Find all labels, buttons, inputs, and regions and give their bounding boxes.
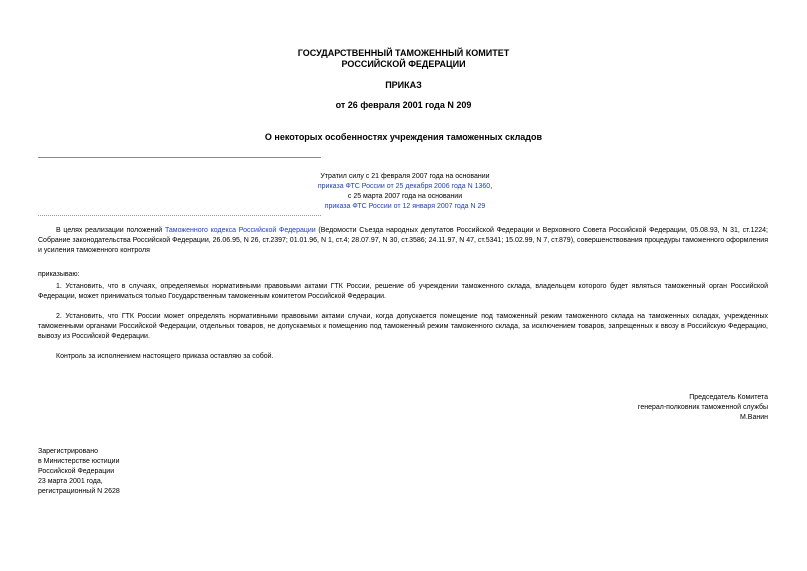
separator-top xyxy=(38,157,321,158)
signer-name: М.Ванин xyxy=(740,414,768,421)
signer-position: Председатель Комитета xyxy=(689,394,768,401)
notice-comma: , xyxy=(490,183,493,190)
order-item-1: 1. Установить, что в случаях, определяемых нормативными правовыми актами ГТК России, решение об учреждении таможенного склада, владельцем которого будет являться таможенный орган Российской Федерации, может приниматься только Государственным таможенным комитетом Российской Федерации. xyxy=(38,283,768,300)
repeal-link-2[interactable]: приказа ФТС России от 12 января 2007 года N 29 xyxy=(324,203,486,210)
committee-line-2: РОССИЙСКОЙ ФЕДЕРАЦИИ xyxy=(341,59,466,69)
registration-block xyxy=(38,447,238,497)
registration-line-4: 23 марта 2001 года, xyxy=(38,478,103,485)
committee-line-1: ГОСУДАРСТВЕННЫЙ ТАМОЖЕННЫЙ КОМИТЕТ xyxy=(297,48,510,58)
intro-suffix: (Ведомости Съезда народных депутатов Российской Федерации и Верховного Совета Российской Федерации, 05.08.93, N 31, ст.1224; Собрание законодательства Российской Федерации, 26.06.95, N 26, ст.2397; 01.01.96, N 1, ст.4; 28.07.97, N 30, ст.3586; 24.11.97, N 47, ст.5341; 15.02.99, N 7, ст.879), совершенствования процедуры таможенного оформления и усиления таможенного контроля xyxy=(38,227,769,254)
registration-line-5: регистрационный N 2628 xyxy=(38,488,120,495)
intro-paragraph xyxy=(38,226,768,256)
repeal-link-1[interactable]: приказа ФТС России от 25 декабря 2006 года N 1360 xyxy=(317,183,491,190)
order-item-2: 2. Установить, что ГТК России может определять нормативными правовыми актами случаи, когда допускается помещение под таможенный режим таможенного склада на таможенных складах, учрежденных таможенными органами Российской Федерации, отдельных товаров, не допускаемых к помещению под таможенный режим таможенного склада, за исключением товаров, запрещенных к ввозу в Российскую Федерацию, вывозу из Российской Федерации. xyxy=(38,313,768,340)
control-clause: Контроль за исполнением настоящего приказа оставляю за собой. xyxy=(56,353,274,360)
customs-code-link[interactable]: Таможенного кодекса Российской Федерации xyxy=(164,227,316,234)
signer-rank: генерал-полковник таможенной службы xyxy=(637,404,768,411)
order-word: приказываю: xyxy=(38,271,80,278)
intro-prefix: В целях реализации положений xyxy=(56,227,165,234)
notice-line-2 xyxy=(220,182,590,192)
committee-title xyxy=(0,48,807,70)
repeal-notice xyxy=(220,172,590,212)
signature-block xyxy=(518,393,768,423)
notice-line-4 xyxy=(220,202,590,212)
doc-date-number: от 26 февраля 2001 года N 209 xyxy=(335,100,472,110)
doc-type: ПРИКАЗ xyxy=(385,80,422,90)
registration-line-2: в Министерстве юстиции xyxy=(38,458,120,465)
doc-subject: О некоторых особенностях учреждения таможенных складов xyxy=(264,132,543,142)
notice-line-1: Утратил силу с 21 февраля 2007 года на основании xyxy=(320,173,490,180)
notice-line-3: с 25 марта 2007 года на основании xyxy=(347,193,463,200)
registration-line-1: Зарегистрировано xyxy=(38,448,98,455)
separator-bottom xyxy=(38,215,321,216)
registration-line-3: Российской Федерации xyxy=(38,468,115,475)
